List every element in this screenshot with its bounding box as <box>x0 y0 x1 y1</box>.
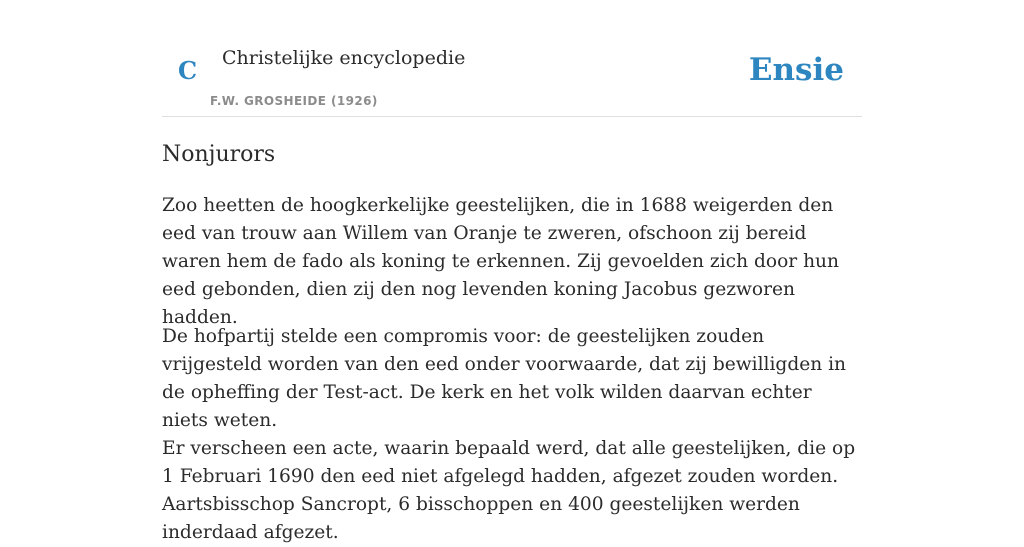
page-header <box>162 0 862 117</box>
source-author: F.W. GROSHEIDE (1926) <box>210 94 378 108</box>
source-title[interactable]: Christelijke encyclopedie <box>222 47 466 69</box>
brand-logo[interactable]: Ensie <box>748 52 844 88</box>
article-paragraph: Er verscheen een acte, waarin bepaald werd, dat alle geestelijken, die op 1 Februari 1690 den eed niet afgelegd hadden, afgezet zouden worden. Aartsbisschop Sancropt, 6 bisschoppen en 400 geestelijken werden inderdaad afgezet. <box>162 438 856 543</box>
article-title: Nonjurors <box>162 142 276 167</box>
article-paragraph: De hofpartij stelde een compromis voor: de geestelijken zouden vrijgesteld worden van den eed onder voorwaarde, dat zij bewilligden in de opheffing der Test-act. De kerk en het volk wilden daarvan echter niets weten. <box>162 326 847 431</box>
article-paragraph: Zoo heetten de hoogkerkelijke geestelijken, die in 1688 weigerden den eed van trouw aan Willem van Oranje te zweren, ofschoon zij bereid waren hem de fado als koning te erkennen. Zij gevoelden zich door hun eed gebonden, dien zij den nog levenden koning Jacobus gezworen hadden. <box>162 195 839 328</box>
source-letter-icon: C <box>178 56 198 85</box>
